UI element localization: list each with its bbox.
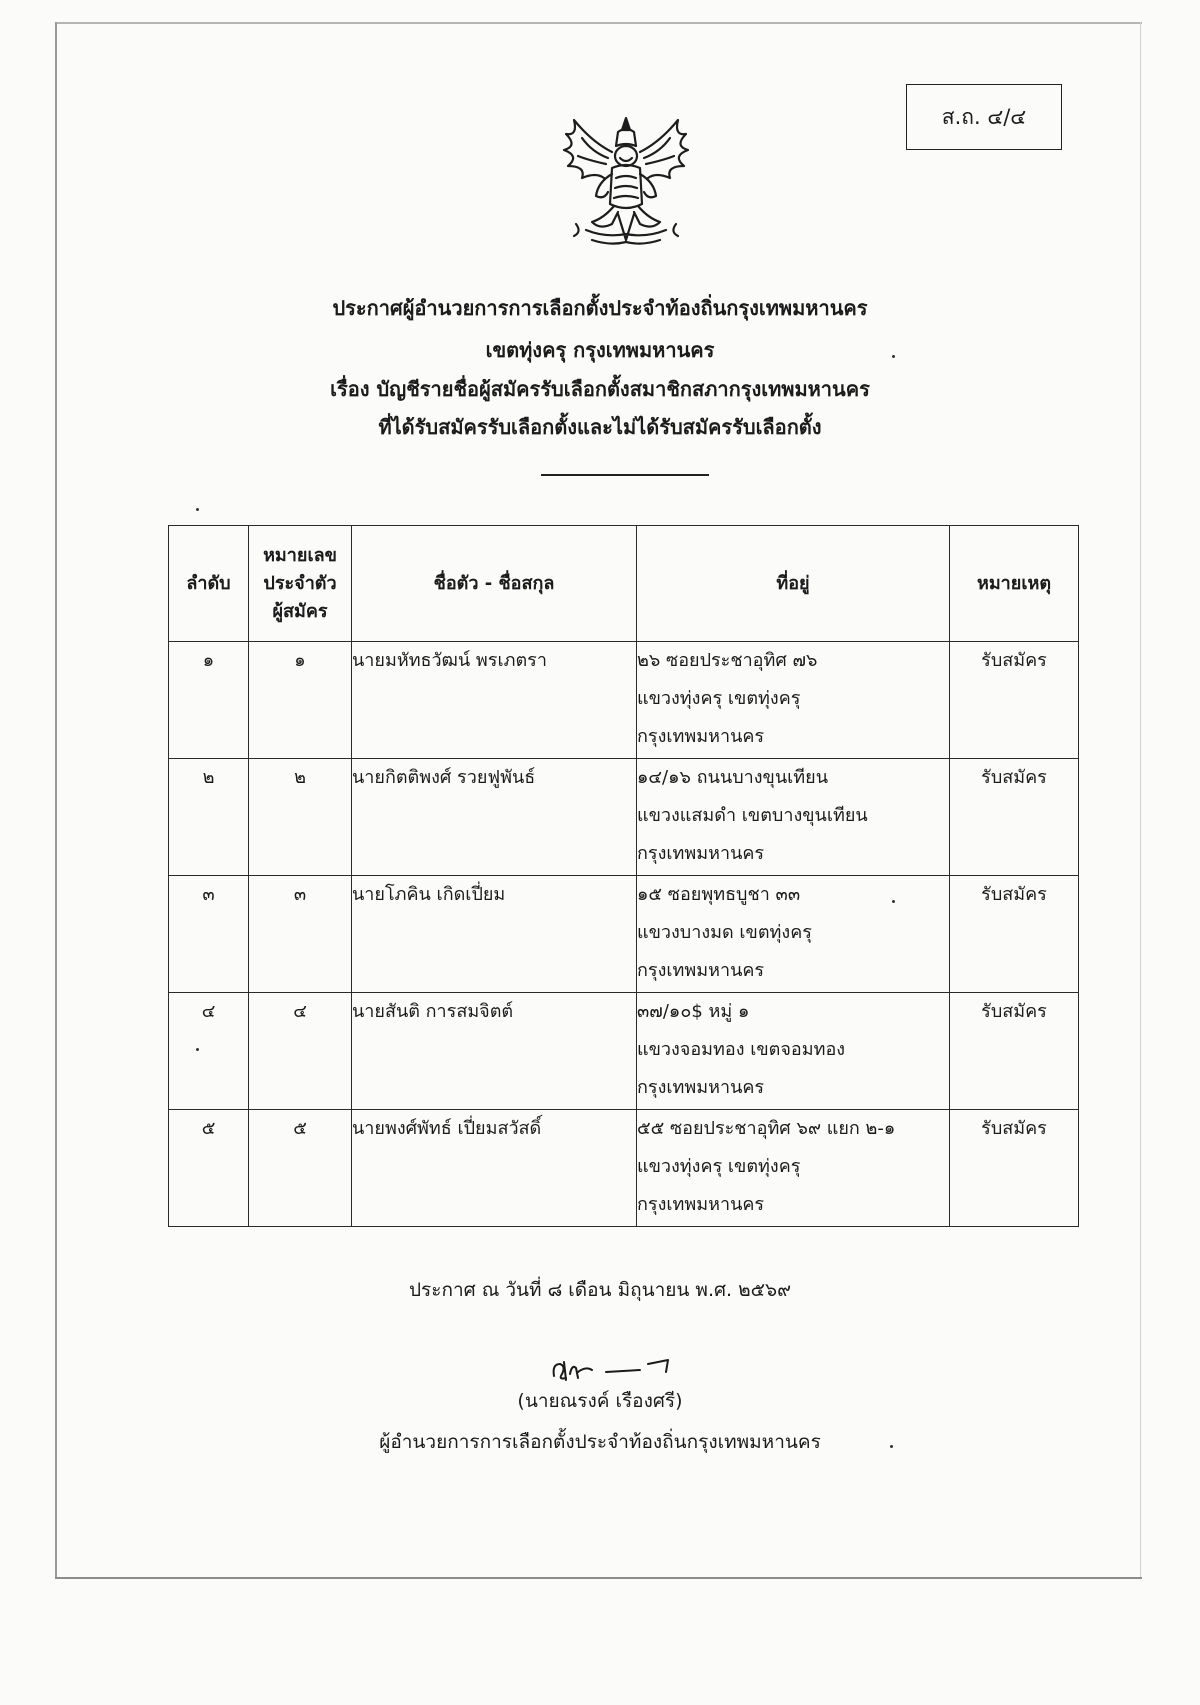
header-seq: ลำดับ xyxy=(169,526,249,642)
cell-seq: ๔ xyxy=(169,993,249,1110)
table-row xyxy=(169,642,1079,759)
page-edge-bottom xyxy=(55,1577,1142,1579)
cell-address xyxy=(637,876,950,993)
cell-remark: รับสมัคร xyxy=(950,993,1079,1110)
address-line-1: ๒๖ ซอยประชาอุทิศ ๗๖ xyxy=(637,650,818,671)
header-name: ชื่อตัว - ชื่อสกุล xyxy=(352,526,637,642)
table-row xyxy=(169,993,1079,1110)
table-row xyxy=(169,876,1079,993)
address-line-3: กรุงเทพมหานคร xyxy=(637,843,765,864)
heading-line-1: ประกาศผู้อำนวยการการเลือกตั้งประจำท้องถิ่นกรุงเทพมหานคร xyxy=(332,296,868,320)
page-edge-left xyxy=(55,22,57,1579)
address-line-3: กรุงเทพมหานคร xyxy=(637,960,765,981)
header-candidate-number xyxy=(249,526,352,642)
cell-name: นายสันติ การสมจิตต์ xyxy=(352,993,637,1110)
address-line-2: แขวงทุ่งครุ เขตทุ่งครุ xyxy=(637,1156,801,1177)
cell-name: นายโภคิน เกิดเปี่ยม xyxy=(352,876,637,993)
header-remark: หมายเหตุ xyxy=(950,526,1079,642)
cell-seq: ๑ xyxy=(169,642,249,759)
address-line-1: ๑๔/๑๖ ถนนบางขุนเทียน xyxy=(637,767,828,788)
cell-remark: รับสมัคร xyxy=(950,876,1079,993)
address-line-1: ๕๕ ซอยประชาอุทิศ ๖๙ แยก ๒-๑ xyxy=(637,1118,896,1139)
header-address: ที่อยู่ xyxy=(637,526,950,642)
heading-divider xyxy=(541,474,709,476)
page-edge-right xyxy=(1140,22,1141,1579)
cell-seq: ๓ xyxy=(169,876,249,993)
header-number-line-3: ผู้สมัคร xyxy=(272,600,328,622)
cell-remark: รับสมัคร xyxy=(950,642,1079,759)
heading-line-3: เรื่อง บัญชีรายชื่อผู้สมัครรับเลือกตั้งสมาชิกสภากรุงเทพมหานคร xyxy=(330,377,870,401)
cell-address xyxy=(637,993,950,1110)
heading-line-2: เขตทุ่งครุ กรุงเทพมหานคร xyxy=(485,338,715,362)
table-header-row xyxy=(169,526,1079,642)
form-code-box: ส.ถ. ๔/๔ xyxy=(906,84,1062,150)
cell-candidate-number: ๕ xyxy=(249,1110,352,1227)
scan-speck xyxy=(892,355,895,358)
address-line-2: แขวงจอมทอง เขตจอมทอง xyxy=(637,1039,846,1060)
heading-line-4: ที่ได้รับสมัครรับเลือกตั้งและไม่ได้รับสมัครรับเลือกตั้ง xyxy=(378,415,822,439)
cell-remark: รับสมัคร xyxy=(950,759,1079,876)
cell-address xyxy=(637,642,950,759)
scan-speck xyxy=(890,1445,893,1448)
cell-seq: ๒ xyxy=(169,759,249,876)
address-line-2: แขวงแสมดำ เขตบางขุนเทียน xyxy=(637,805,868,826)
cell-address xyxy=(637,1110,950,1227)
address-line-3: กรุงเทพมหานคร xyxy=(637,1194,765,1215)
cell-address xyxy=(637,759,950,876)
address-line-3: กรุงเทพมหานคร xyxy=(637,726,765,747)
cell-seq: ๕ xyxy=(169,1110,249,1227)
header-number-line-2: ประจำตัว xyxy=(263,572,337,594)
signatory-title: ผู้อำนวยการการเลือกตั้งประจำท้องถิ่นกรุงเทพมหานคร xyxy=(379,1431,821,1453)
table-row xyxy=(169,759,1079,876)
scan-speck xyxy=(196,508,199,511)
scan-speck xyxy=(892,900,895,903)
cell-name: นายพงศ์พัทธ์ เปี่ยมสวัสดิ์ xyxy=(352,1110,637,1227)
garuda-emblem-icon xyxy=(552,112,700,262)
cell-name: นายมหัทธวัฒน์ พรเภตรา xyxy=(352,642,637,759)
candidate-table xyxy=(168,525,1079,1227)
table-row xyxy=(169,1110,1079,1227)
signature-icon xyxy=(548,1350,678,1386)
address-line-1: ๓๗/๑๐$ หมู่ ๑ xyxy=(637,1001,750,1022)
cell-remark: รับสมัคร xyxy=(950,1110,1079,1227)
page-edge-top xyxy=(55,22,1142,24)
announce-date: ประกาศ ณ วันที่ ๘ เดือน มิถุนายน พ.ศ. ๒๕๖๙ xyxy=(408,1279,792,1301)
address-line-2: แขวงบางมด เขตทุ่งครุ xyxy=(637,922,812,943)
header-number-line-1: หมายเลข xyxy=(263,544,337,566)
signatory-name: (นายณรงค์ เรืองศรี) xyxy=(517,1390,683,1412)
cell-candidate-number: ๒ xyxy=(249,759,352,876)
address-line-2: แขวงทุ่งครุ เขตทุ่งครุ xyxy=(637,688,801,709)
scan-speck xyxy=(196,1048,199,1051)
address-line-1: ๑๕ ซอยพุทธบูชา ๓๓ xyxy=(637,884,801,905)
cell-candidate-number: ๔ xyxy=(249,993,352,1110)
address-line-3: กรุงเทพมหานคร xyxy=(637,1077,765,1098)
cell-candidate-number: ๑ xyxy=(249,642,352,759)
cell-name: นายกิตติพงศ์ รวยฟูพันธ์ xyxy=(352,759,637,876)
cell-candidate-number: ๓ xyxy=(249,876,352,993)
